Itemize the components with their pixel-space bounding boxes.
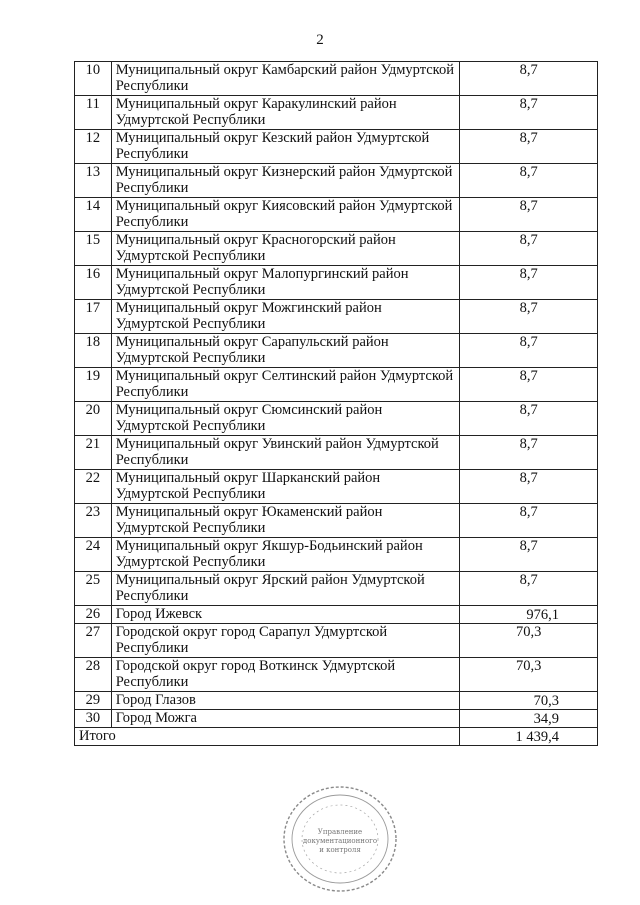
row-number: 13 <box>75 164 112 198</box>
municipality-name: Городской округ город Сарапул Удмуртской Республики <box>111 624 460 658</box>
amount-value: 8,7 <box>460 300 598 334</box>
municipality-name: Муниципальный округ Кезский район Удмуртской Республики <box>111 130 460 164</box>
municipality-name: Муниципальный округ Красногорский район Удмуртской Республики <box>111 232 460 266</box>
row-number: 24 <box>75 538 112 572</box>
municipality-name: Город Можга <box>111 710 460 728</box>
table-body <box>75 62 598 746</box>
table-row <box>75 164 598 198</box>
municipality-name: Муниципальный округ Можгинский район Удмуртской Республики <box>111 300 460 334</box>
amount-value: 8,7 <box>460 62 598 96</box>
amount-value: 70,3 <box>460 692 598 710</box>
table-row <box>75 130 598 164</box>
table-row <box>75 572 598 606</box>
row-number: 23 <box>75 504 112 538</box>
amount-value: 8,7 <box>460 436 598 470</box>
municipality-name: Муниципальный округ Кизнерский район Удмуртской Республики <box>111 164 460 198</box>
stamp-line: Управление <box>317 828 363 836</box>
amount-value: 8,7 <box>460 164 598 198</box>
amount-value: 8,7 <box>460 334 598 368</box>
row-number: 22 <box>75 470 112 504</box>
total-row <box>75 728 598 746</box>
amount-value: 976,1 <box>460 606 598 624</box>
row-number: 28 <box>75 658 112 692</box>
table-row <box>75 266 598 300</box>
amount-value: 34,9 <box>460 710 598 728</box>
row-number: 29 <box>75 692 112 710</box>
amount-value: 70,3 <box>460 624 598 658</box>
municipality-name: Город Глазов <box>111 692 460 710</box>
municipality-name: Муниципальный округ Шарканский район Удмуртской Республики <box>111 470 460 504</box>
amount-value: 70,3 <box>460 658 598 692</box>
table-row <box>75 368 598 402</box>
row-number: 15 <box>75 232 112 266</box>
official-stamp <box>280 784 400 894</box>
table-row <box>75 436 598 470</box>
row-number: 30 <box>75 710 112 728</box>
stamp-line: документационного <box>302 837 378 845</box>
table-row <box>75 710 598 728</box>
table-row <box>75 300 598 334</box>
amount-value: 8,7 <box>460 504 598 538</box>
row-number: 18 <box>75 334 112 368</box>
table-row <box>75 538 598 572</box>
table-row <box>75 470 598 504</box>
stamp-line: и контроля <box>319 846 361 854</box>
municipality-name: Муниципальный округ Ярский район Удмуртской Республики <box>111 572 460 606</box>
table-row <box>75 198 598 232</box>
table-row <box>75 692 598 710</box>
municipality-name: Муниципальный округ Увинский район Удмуртской Республики <box>111 436 460 470</box>
row-number: 20 <box>75 402 112 436</box>
table-row <box>75 606 598 624</box>
table-row <box>75 504 598 538</box>
municipality-name: Город Ижевск <box>111 606 460 624</box>
row-number: 10 <box>75 62 112 96</box>
municipality-name: Муниципальный округ Сарапульский район Удмуртской Республики <box>111 334 460 368</box>
row-number: 21 <box>75 436 112 470</box>
table-row <box>75 62 598 96</box>
amount-value: 8,7 <box>460 470 598 504</box>
row-number: 26 <box>75 606 112 624</box>
table-row <box>75 334 598 368</box>
row-number: 25 <box>75 572 112 606</box>
row-number: 16 <box>75 266 112 300</box>
municipality-name: Муниципальный округ Киясовский район Удмуртской Республики <box>111 198 460 232</box>
municipality-name: Муниципальный округ Сюмсинский район Удмуртской Республики <box>111 402 460 436</box>
amount-value: 8,7 <box>460 538 598 572</box>
table-row <box>75 658 598 692</box>
amount-value: 8,7 <box>460 368 598 402</box>
municipality-name: Муниципальный округ Камбарский район Удмуртской Республики <box>111 62 460 96</box>
total-value: 1 439,4 <box>460 728 598 746</box>
row-number: 17 <box>75 300 112 334</box>
amount-value: 8,7 <box>460 198 598 232</box>
row-number: 14 <box>75 198 112 232</box>
row-number: 11 <box>75 96 112 130</box>
municipality-name: Муниципальный округ Малопургинский район Удмуртской Республики <box>111 266 460 300</box>
table-row <box>75 402 598 436</box>
amount-value: 8,7 <box>460 266 598 300</box>
row-number: 27 <box>75 624 112 658</box>
amount-value: 8,7 <box>460 96 598 130</box>
municipality-name: Муниципальный округ Юкаменский район Удмуртской Республики <box>111 504 460 538</box>
table-row <box>75 232 598 266</box>
distribution-table <box>74 61 598 746</box>
amount-value: 8,7 <box>460 232 598 266</box>
stamp-seal <box>280 784 400 894</box>
row-number: 12 <box>75 130 112 164</box>
amount-value: 8,7 <box>460 572 598 606</box>
row-number: 19 <box>75 368 112 402</box>
municipality-name: Муниципальный округ Селтинский район Удмуртской Республики <box>111 368 460 402</box>
total-label: Итого <box>75 728 460 746</box>
page-number: 2 <box>316 32 324 48</box>
amount-value: 8,7 <box>460 130 598 164</box>
municipality-name: Муниципальный округ Якшур-Бодьинский район Удмуртской Республики <box>111 538 460 572</box>
table-row <box>75 624 598 658</box>
municipality-name: Городской округ город Воткинск Удмуртской Республики <box>111 658 460 692</box>
municipality-name: Муниципальный округ Каракулинский район Удмуртской Республики <box>111 96 460 130</box>
table-row <box>75 96 598 130</box>
amount-value: 8,7 <box>460 402 598 436</box>
